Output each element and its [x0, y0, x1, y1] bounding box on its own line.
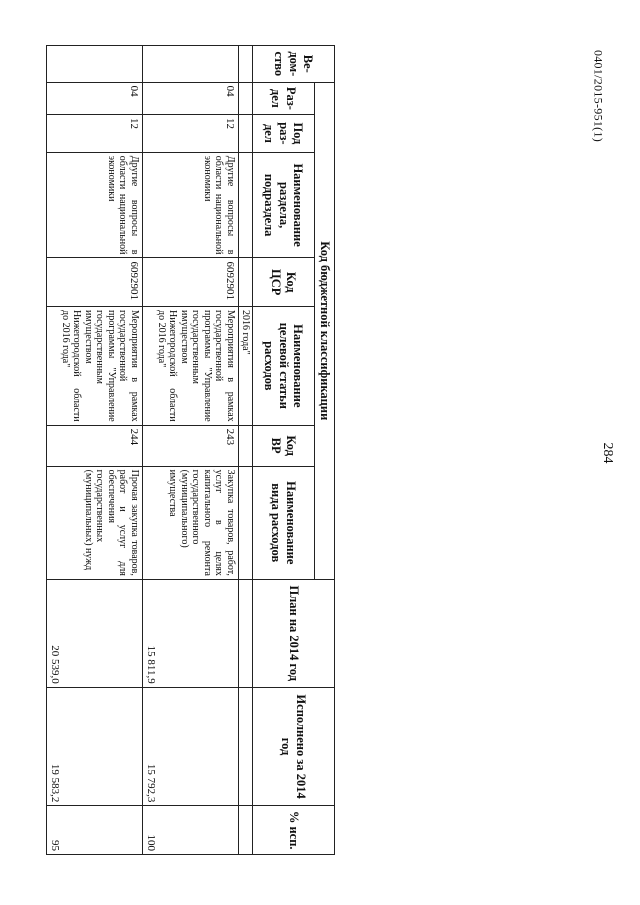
cell-podrazdel: 12	[143, 115, 239, 153]
cell-csr: 6092901	[143, 258, 239, 307]
continuation-row	[239, 46, 253, 855]
cell-naim-razdel: Другие вопросы в области национальной экономики	[47, 152, 143, 258]
cell-percent: 95	[47, 806, 143, 855]
header-percent: % исп.	[253, 806, 335, 855]
cell-naim-razdel: Другие вопросы в области национальной экономики	[143, 152, 239, 258]
header-csr: Код ЦСР	[253, 258, 315, 307]
header-plan: План на 2014 год	[253, 579, 335, 687]
header-ved: Ве-дом-ство	[253, 46, 335, 83]
document-id: 0401/2015-951(1)	[591, 49, 606, 143]
cell-ved	[47, 46, 143, 83]
cell-plan: 20 539,0	[47, 579, 143, 687]
cell-naim-vr: Прочая закупка товаров, работ и услуг для обеспечения государственных (муниципальных) нужд	[47, 466, 143, 579]
page-number: 284	[600, 442, 615, 464]
table-row	[47, 46, 143, 855]
header-razdel: Раз-дел	[253, 82, 315, 114]
cell-naim-csr: Мероприятия в рамках государственной программы "Управление государственным имуществом Нижегородской области до 2016 года"	[143, 307, 239, 426]
cell-ispolneno: 19 583,2	[47, 687, 143, 806]
header-podrazdel: Под раз-дел	[253, 115, 315, 153]
cell-vr: 244	[47, 425, 143, 466]
cell-naim-vr: Закупка товаров, работ, услуг в целях капитального ремонта государственного (муниципального) имущества	[143, 466, 239, 579]
cell-percent: 100	[143, 806, 239, 855]
header-group-budget-code: Код бюджетной классификации	[315, 82, 335, 579]
header-vr: Код ВР	[253, 425, 315, 466]
cell-ved	[143, 46, 239, 83]
continuation-text: 2016 года"	[239, 307, 253, 426]
cell-razdel: 04	[47, 82, 143, 114]
cell-csr: 6092901	[47, 258, 143, 307]
header-naim-csr: Наименование целевой статьи расходов	[253, 307, 315, 426]
cell-podrazdel: 12	[47, 115, 143, 153]
rotated-table-container	[49, 45, 335, 855]
cell-razdel: 04	[143, 82, 239, 114]
header-naim-razdel: Наименование раздела, подраздела	[253, 152, 315, 258]
header-ispolneno: Исполнено за 2014 год	[253, 687, 335, 806]
cell-plan: 15 811,9	[143, 579, 239, 687]
cell-ispolneno: 15 792,3	[143, 687, 239, 806]
header-naim-vr: Наименование вида расходов	[253, 466, 315, 579]
cell-vr: 243	[143, 425, 239, 466]
table-row	[143, 46, 239, 855]
budget-table	[46, 45, 335, 855]
cell-naim-csr: Мероприятия в рамках государственной программы "Управление государственным имуществом Нижегородской области до 2016 года"	[47, 307, 143, 426]
